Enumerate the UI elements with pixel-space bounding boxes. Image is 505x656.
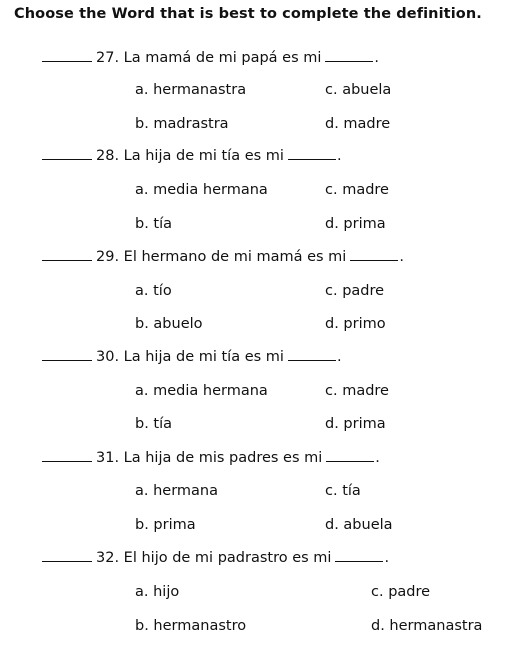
option-b: b. hermanastro xyxy=(135,618,247,634)
option-b: b. madrastra xyxy=(135,116,229,132)
option-d: d. prima xyxy=(325,416,386,432)
question-number: 29. xyxy=(96,249,120,265)
option-c: c. padre xyxy=(325,283,385,299)
question-text: La hija de mi tía es mi xyxy=(123,349,284,365)
answer-blank xyxy=(42,259,92,261)
worksheet-title: Choose the Word that is best to complete the definition. xyxy=(14,6,482,22)
question-number: 31. xyxy=(96,450,120,466)
question-30 xyxy=(42,349,342,365)
option-d: d. abuela xyxy=(325,517,393,533)
option-a: a. hermana xyxy=(135,483,219,499)
option-a: a. hijo xyxy=(135,584,180,600)
question-31 xyxy=(42,450,380,466)
question-number: 32. xyxy=(96,550,120,566)
fill-in-blank xyxy=(326,460,374,462)
question-end: . xyxy=(374,50,380,66)
question-number: 27. xyxy=(96,50,120,66)
question-32 xyxy=(42,550,389,566)
option-d: d. primo xyxy=(325,316,386,332)
option-b: b. abuelo xyxy=(135,316,203,332)
question-text: La hija de mi tía es mi xyxy=(123,148,284,164)
question-number: 30. xyxy=(96,349,120,365)
option-a: a. hermanastra xyxy=(135,82,247,98)
answer-blank xyxy=(42,460,92,462)
answer-blank xyxy=(42,560,92,562)
question-text: El hermano de mi mamá es mi xyxy=(123,249,347,265)
question-text: La hija de mis padres es mi xyxy=(123,450,323,466)
question-end: . xyxy=(336,349,342,365)
fill-in-blank xyxy=(335,560,383,562)
answer-blank xyxy=(42,359,92,361)
answer-blank xyxy=(42,60,92,62)
option-c: c. padre xyxy=(371,584,431,600)
question-number: 28. xyxy=(96,148,120,164)
option-a: a. media hermana xyxy=(135,383,268,399)
option-a: a. tío xyxy=(135,283,172,299)
option-d: d. prima xyxy=(325,216,386,232)
option-b: b. tía xyxy=(135,416,173,432)
fill-in-blank xyxy=(288,359,336,361)
option-a: a. media hermana xyxy=(135,182,268,198)
question-end: . xyxy=(336,148,342,164)
option-d: d. hermanastra xyxy=(371,618,483,634)
question-29 xyxy=(42,249,404,265)
option-c: c. tía xyxy=(325,483,361,499)
question-end: . xyxy=(384,550,390,566)
question-text: La mamá de mi papá es mi xyxy=(123,50,322,66)
option-d: d. madre xyxy=(325,116,391,132)
option-b: b. tía xyxy=(135,216,173,232)
option-c: c. madre xyxy=(325,182,389,198)
question-27 xyxy=(42,50,379,66)
answer-blank xyxy=(42,158,92,160)
question-end: . xyxy=(375,450,380,466)
fill-in-blank xyxy=(350,259,398,261)
option-c: c. madre xyxy=(325,383,389,399)
option-c: c. abuela xyxy=(325,82,392,98)
option-b: b. prima xyxy=(135,517,196,533)
question-end: . xyxy=(399,249,404,265)
question-text: El hijo de mi padrastro es mi xyxy=(123,550,332,566)
fill-in-blank xyxy=(325,60,373,62)
fill-in-blank xyxy=(288,158,336,160)
question-28 xyxy=(42,148,342,164)
